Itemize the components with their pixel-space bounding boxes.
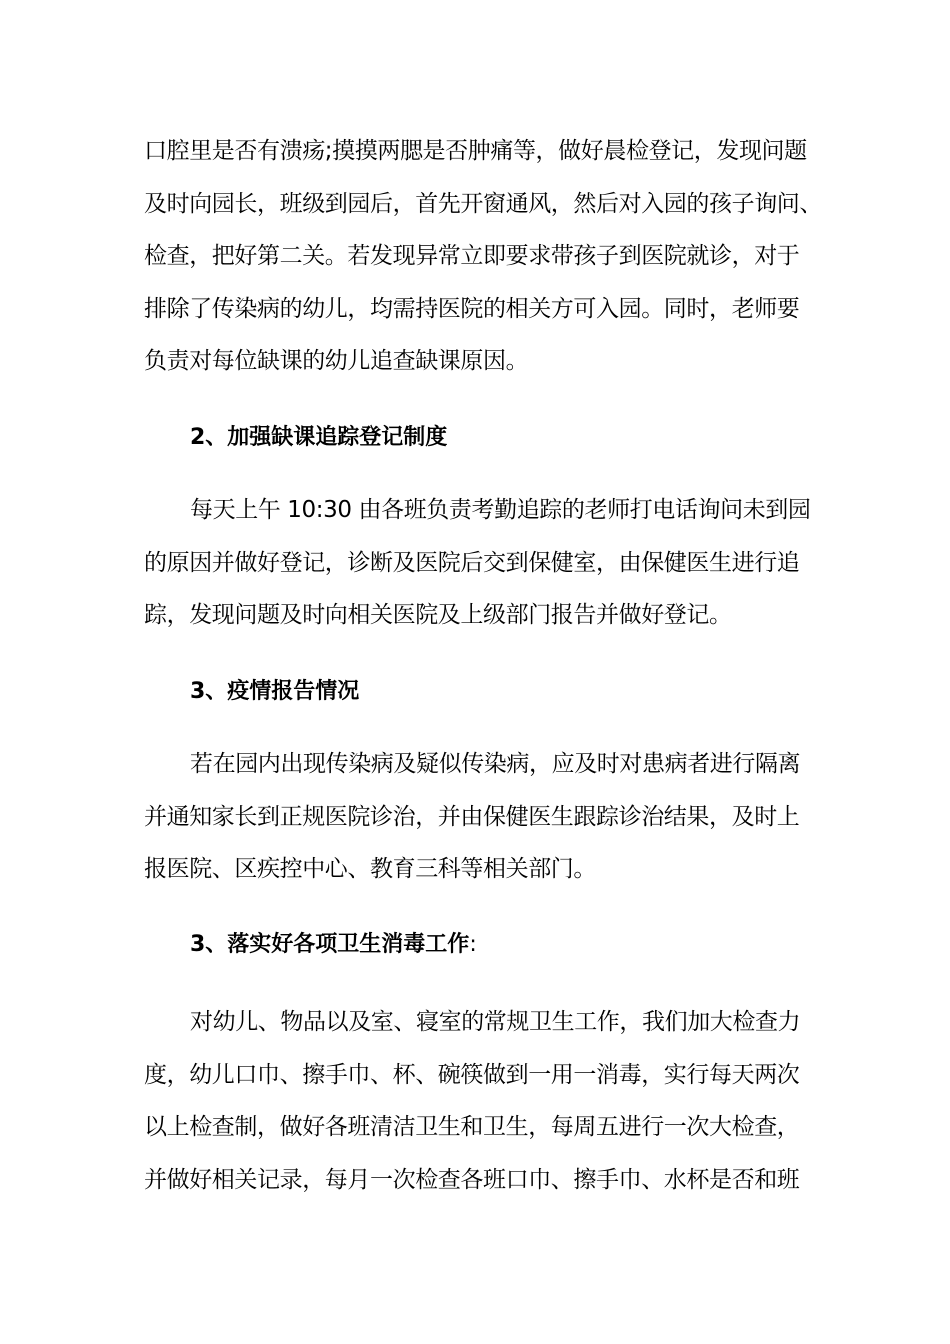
paragraph-morning-check [144, 125, 823, 388]
heading-colon: : [469, 932, 477, 957]
section-heading-disinfection [190, 930, 477, 960]
text-line: 踪，发现问题及时向相关医院及上级部门报告并做好登记。 [144, 602, 732, 628]
paragraph-disinfection [144, 996, 810, 1206]
text-line: 的原因并做好登记，诊断及医院后交到保健室，由保健医生进行追 [144, 549, 800, 576]
text-line: 并做好相关记录，每月一次检查各班口巾、擦手巾、水杯是否和班 [144, 1166, 800, 1193]
section-heading-absence-tracking: 2、加强缺课追踪登记制度 [190, 425, 448, 450]
paragraph-epidemic-report [144, 738, 810, 896]
text-line: 并通知家长到正规医院诊治，并由保健医生跟踪诊治结果，及时上 [144, 803, 800, 830]
text-line: 排除了传染病的幼儿，均需持医院的相关方可入园。同时，老师要 [144, 295, 800, 322]
text-line: 口腔里是否有溃疡;摸摸两腮是否肿痛等，做好晨检登记，发现问题 [144, 138, 807, 164]
heading-text: 3、落实好各项卫生消毒工作 [190, 932, 470, 957]
text-line: 检查，把好第二关。若发现异常立即要求带孩子到医院就诊，对于 [144, 243, 800, 269]
paragraph-absence-tracking [144, 484, 810, 642]
text-line: 度，幼儿口巾、擦手巾、杯、碗筷做到一用一消毒，实行每天两次 [144, 1061, 800, 1088]
text-line: 以上检查制，做好各班清洁卫生和卫生，每周五进行一次大检查， [144, 1114, 800, 1140]
text-line: 对幼儿、物品以及室、寝室的常规卫生工作，我们加大检查力 [190, 1009, 801, 1035]
text-line: 负责对每位缺课的幼儿追查缺课原因。 [144, 348, 529, 374]
text-line: 报医院、区疾控中心、教育三科等相关部门。 [144, 856, 597, 882]
text-line: 及时向园长，班级到园后，首先开窗通风，然后对入园的孩子询问、 [144, 190, 823, 217]
text-line: 若在园内出现传染病及疑似传染病，应及时对患病者进行隔离 [190, 751, 801, 777]
section-heading-epidemic-report: 3、疫情报告情况 [190, 679, 360, 704]
text-line: 每天上午 10:30 由各班负责考勤追踪的老师打电话询问未到园 [190, 497, 811, 523]
